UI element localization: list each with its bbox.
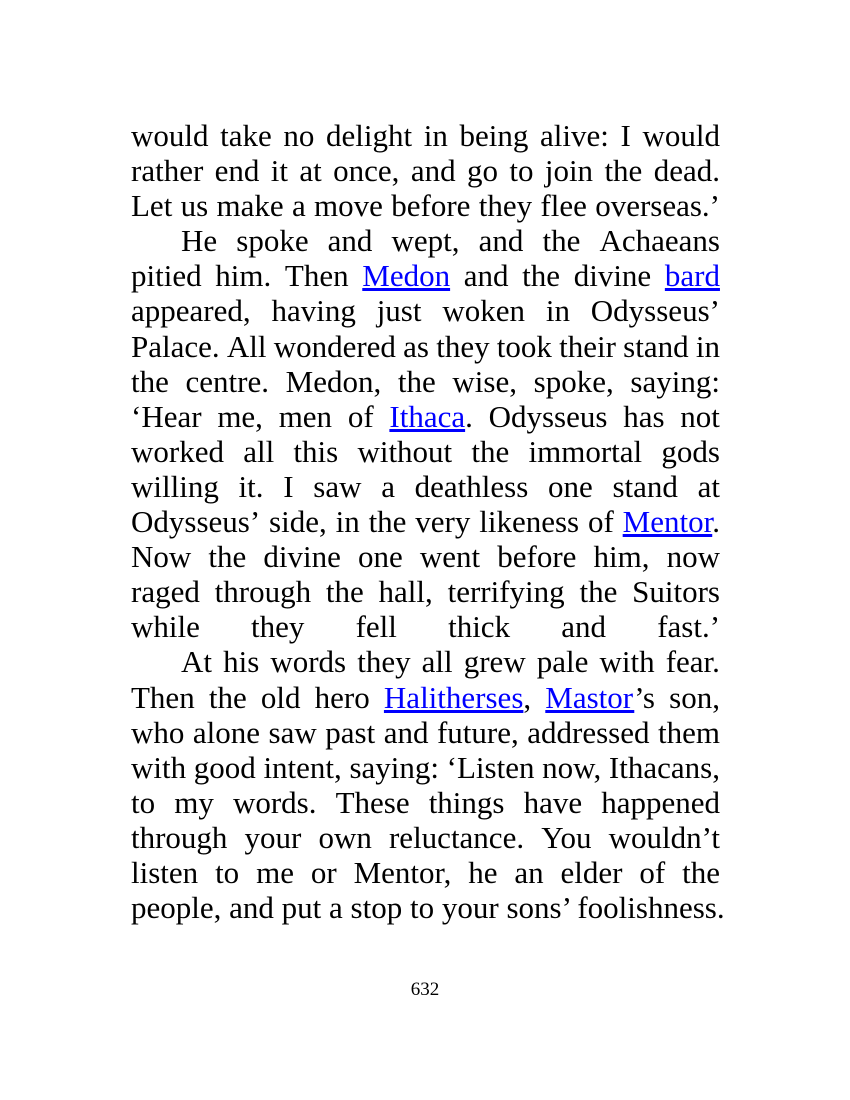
text-line [131,118,720,153]
word: took [496,328,552,364]
word: deathless [414,468,529,504]
word: foolishness. [577,890,725,926]
word: fear. [665,644,720,680]
word: alone [192,714,261,750]
word: Now [131,539,192,575]
word: have [523,784,583,820]
word: alive: [540,118,609,153]
word: before [497,539,577,575]
text-line [131,153,720,188]
word: the [131,363,169,399]
word: of [347,398,374,434]
word: and [478,223,524,259]
link-medon[interactable]: Medon [362,258,451,294]
word: fell [355,609,397,645]
word: with [599,644,655,680]
word: Then [131,679,195,715]
word: take [220,118,272,153]
word: the [325,574,364,610]
text-line [131,434,720,469]
word: and [229,890,274,926]
word: my [174,784,214,820]
word: a [329,890,343,926]
word: addressed [527,714,650,750]
word: and [383,714,429,750]
word: went [419,539,481,575]
word: willing [131,468,219,504]
word: own [318,819,372,855]
word: I [620,118,631,153]
word: raged [131,574,200,610]
text-line [131,188,720,223]
word: with [131,749,187,785]
word: through [131,819,228,855]
word: wept, [391,223,460,259]
text-line [131,609,720,644]
text-line [131,399,720,434]
word: in [423,118,448,153]
word: divine [263,539,341,575]
text-line [131,293,720,328]
word: just [376,293,422,329]
word: the [682,854,720,890]
word: Mastor’s [545,679,655,715]
text-line [131,855,720,890]
word: immortal [528,433,643,469]
word: fast.’ [657,609,721,645]
word: not [680,398,720,434]
word: would [131,118,209,153]
word: us [180,188,209,224]
word: they [251,609,305,645]
word: grew [463,644,526,680]
word: the [368,504,407,540]
word: the [579,574,618,610]
word: He [181,223,218,259]
word: saying: [630,363,720,399]
word: pitied [131,258,202,294]
link-bard[interactable]: bard [664,258,720,294]
text-line [131,750,720,785]
word: before [391,188,471,224]
word: future, [436,714,519,750]
word: one [357,539,403,575]
word: things [428,784,505,820]
word: old [260,679,301,715]
word: go [466,153,498,189]
word: saying: [349,749,440,785]
word: saw [268,714,317,750]
word: the [522,258,561,294]
link-ithaca[interactable]: Ithaca [389,398,466,434]
word: one [548,468,593,504]
text-line [131,539,720,574]
word: Odysseus’ [131,504,261,540]
text-line [131,469,720,504]
word: they [478,188,533,224]
word: now, [542,749,602,785]
word: and [463,258,509,294]
word: to [131,784,156,820]
word: move [314,188,383,224]
word: through [214,574,312,610]
word: elder [560,854,623,890]
word: listen [131,854,199,890]
word: at [299,153,322,189]
text-line [131,329,720,364]
word: his [223,644,260,680]
word: Medon, [285,363,382,399]
word: All [226,328,267,364]
word: stop [350,890,403,926]
word: the [471,433,510,469]
word: the [208,539,247,575]
word: overseas.’ [595,188,720,224]
word: words. [232,784,317,820]
word: centre. [185,363,269,399]
word: Odysseus [488,398,608,434]
text-line [131,644,720,679]
word: being [459,118,529,153]
word: Mentor. [622,504,720,540]
word: hero [314,679,370,715]
word: Palace. [131,328,220,364]
text-line [131,785,720,820]
word: to [409,890,435,926]
text-line [131,364,720,399]
word: who [131,714,185,750]
word: me [256,854,294,890]
word: worked [131,433,224,469]
word: once, [333,153,400,189]
word: without [357,433,453,469]
text-line [131,258,720,293]
text-line [131,574,720,609]
word: your [244,819,302,855]
word: he [468,854,498,890]
word: thick [448,609,511,645]
word: having [271,293,356,329]
word: the [542,223,581,259]
word: spoke, [533,363,614,399]
link-mastor[interactable]: Mastor [545,679,635,715]
word [362,258,450,293]
word: while [131,609,200,645]
word: and [561,609,607,645]
word: Mentor, [353,854,452,890]
word: a [291,188,306,224]
word: of [639,854,666,890]
word: all [243,433,275,469]
word: no [283,118,315,153]
word: appeared, [131,293,251,329]
word: them [657,714,720,750]
word: him. [215,258,272,294]
word: saw [313,468,362,504]
word: all [421,644,453,680]
word: this [293,433,339,469]
word: happened [601,784,720,820]
word: now [666,539,720,575]
word: words [270,644,347,680]
word: to [509,153,534,189]
word: These [335,784,410,820]
word: and [327,223,373,259]
word: side, [269,504,327,540]
word: your [441,890,499,926]
word [665,258,720,293]
word: divine [573,258,652,294]
word: an [514,854,544,890]
word: stand [612,468,678,504]
word: they [357,644,411,680]
text-line [131,680,720,715]
word: in [335,504,360,540]
word: son, [669,679,720,715]
word: they [436,328,490,364]
word: of [587,504,614,540]
text-line [131,223,720,258]
word: past [325,714,376,750]
word: woken [442,293,525,329]
page-number: 632 [410,979,440,1000]
word: put [281,890,322,926]
word: wondered [273,328,396,364]
word: Then [284,258,349,294]
word: good [193,749,256,785]
word: intent, [263,749,342,785]
body-text [131,118,725,926]
text-line [131,504,720,539]
word: the [397,363,436,399]
word: reluctance. [388,819,525,855]
word: it. [238,468,264,504]
text-line [131,820,720,855]
word: Achaeans [599,223,720,259]
word: terrifying [447,574,565,610]
word: me, [217,398,263,434]
word: join [544,153,594,189]
word: Halitherses, [383,679,532,715]
word: Suitors [632,574,720,610]
word: make [216,188,284,224]
word: rather [131,153,204,189]
word: very [415,504,471,540]
word: in [695,328,720,364]
word: Odysseus’ [590,293,720,329]
word: Ithaca. [389,398,473,434]
word: the [208,679,247,715]
word: has [623,398,665,434]
word: wise, [452,363,517,399]
word: to [215,854,240,890]
word: in [545,293,570,329]
word: stand [623,328,689,364]
word: At [181,644,212,680]
word: would [642,118,720,153]
word: Let [131,188,173,224]
text-line [131,890,725,926]
word: their [559,328,616,364]
word: the [604,153,643,189]
word: ‘Listen [446,749,535,785]
word: You [541,819,592,855]
word: men [278,398,333,434]
word: and [410,153,456,189]
word: as [403,328,429,364]
word: him, [593,539,650,575]
word: or [310,854,337,890]
word: end [214,153,260,189]
word: I [283,468,294,504]
word: flee [540,188,587,224]
word: wouldn’t [608,819,720,855]
link-halitherses[interactable]: Halitherses [383,679,524,715]
word: hall, [378,574,433,610]
word: people, [131,890,222,926]
word: delight [326,118,413,153]
text-line [131,715,720,750]
word: a [381,468,395,504]
word: at [697,468,720,504]
word: dead. [653,153,720,189]
word: it [270,153,289,189]
word: spoke [236,223,309,259]
word: pale [536,644,589,680]
word: gods [661,433,720,469]
link-mentor[interactable]: Mentor [622,504,713,540]
word: Ithacans, [608,749,720,785]
word: ‘Hear [131,398,202,434]
word: likeness [479,504,580,540]
word: sons’ [506,890,570,926]
